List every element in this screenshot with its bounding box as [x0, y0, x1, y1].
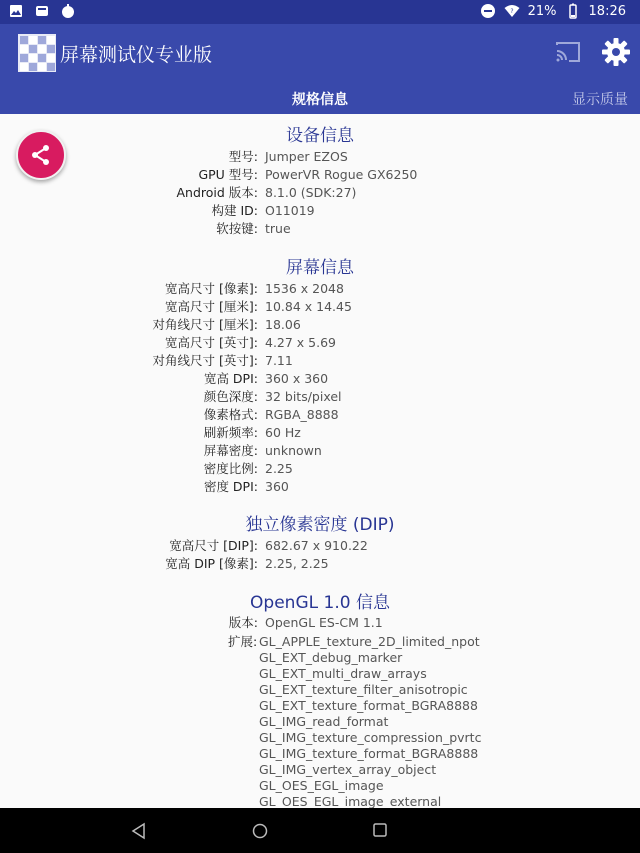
- info-row: [0, 298, 640, 316]
- row-value: 4.27 x 5.69: [265, 335, 337, 350]
- row-value: Jumper EZOS: [265, 149, 348, 164]
- row-label: Android 版本:: [176, 185, 258, 200]
- row-label: 版本:: [228, 615, 258, 630]
- back-icon[interactable]: [130, 822, 148, 840]
- row-label: 颜色深度:: [203, 389, 258, 404]
- extension-item: GL_IMG_texture_format_BGRA8888: [259, 746, 479, 761]
- row-value: OpenGL ES-CM 1.1: [265, 615, 383, 630]
- row-value: 2.25: [265, 461, 293, 476]
- svg-text:?: ?: [510, 8, 514, 15]
- row-label: 型号:: [228, 149, 258, 164]
- row-value: 10.84 x 14.45: [265, 299, 352, 314]
- row-value: 32 bits/pixel: [265, 389, 342, 404]
- clock: 18:26: [588, 3, 626, 19]
- info-row: [0, 220, 640, 238]
- info-row: [0, 478, 640, 496]
- info-row: [0, 334, 640, 352]
- row-value: 682.67 x 910.22: [265, 538, 368, 553]
- row-label: 宽高尺寸 [英寸]:: [165, 335, 258, 350]
- recents-icon[interactable]: [372, 822, 388, 838]
- info-row: [0, 184, 640, 202]
- info-row: [0, 555, 640, 573]
- row-label: 密度比例:: [203, 461, 258, 476]
- row-label: 屏幕密度:: [203, 443, 258, 458]
- extension-item: GL_OES_EGL_image: [259, 778, 384, 793]
- section-title-opengl: OpenGL 1.0 信息: [250, 593, 390, 613]
- row-value: 2.25, 2.25: [265, 556, 329, 571]
- row-label: GPU 型号:: [198, 167, 258, 182]
- row-value: O11019: [265, 203, 315, 218]
- info-row: [0, 148, 640, 166]
- info-row: [0, 316, 640, 334]
- extension-item: GL_EXT_texture_format_BGRA8888: [259, 698, 478, 713]
- tab-bar: [0, 86, 640, 114]
- info-row: [0, 614, 640, 632]
- content-scroll[interactable]: [0, 114, 640, 808]
- navigation-bar: [0, 808, 640, 853]
- row-value: unknown: [265, 443, 322, 458]
- row-label: 对角线尺寸 [英寸]:: [152, 353, 258, 368]
- extension-item: GL_EXT_texture_filter_anisotropic: [259, 682, 468, 697]
- home-icon[interactable]: [251, 822, 269, 840]
- row-label: 构建 ID:: [211, 203, 258, 218]
- section-title-device: 设备信息: [286, 126, 354, 146]
- tab-specs[interactable]: 规格信息: [292, 92, 348, 108]
- extension-item: GL_IMG_vertex_array_object: [259, 762, 437, 777]
- row-label: 宽高尺寸 [厘米]:: [165, 299, 258, 314]
- info-row: [0, 370, 640, 388]
- extension-item: GL_EXT_multi_draw_arrays: [259, 666, 427, 681]
- info-row: [0, 460, 640, 478]
- row-label: 像素格式:: [203, 407, 258, 422]
- wifi-icon: [504, 3, 520, 19]
- info-row: [0, 280, 640, 298]
- status-bar-right: [480, 3, 626, 19]
- extension-item: GL_APPLE_texture_2D_limited_npot: [259, 634, 480, 649]
- info-row: [0, 202, 640, 220]
- app-title: 屏幕测试仪专业版: [60, 44, 213, 66]
- battery-icon: [565, 3, 581, 19]
- section-title-screen: 屏幕信息: [286, 258, 354, 278]
- row-value: 360 x 360: [265, 371, 329, 386]
- tab-display-quality[interactable]: 显示质量: [572, 92, 628, 108]
- row-label: 软按键:: [216, 221, 258, 236]
- row-value: true: [265, 221, 291, 236]
- row-label: 宽高尺寸 [像素]:: [165, 281, 258, 296]
- image-icon: [8, 3, 24, 19]
- extension-item: GL_IMG_read_format: [259, 714, 389, 729]
- row-value: 7.11: [265, 353, 293, 368]
- extension-item: GL_IMG_texture_compression_pvrtc: [259, 730, 482, 745]
- row-label: 宽高 DIP [像素]:: [165, 556, 258, 571]
- android-icon: [34, 3, 50, 19]
- row-value: 1536 x 2048: [265, 281, 344, 296]
- extension-item: GL_OES_EGL_image_external: [259, 794, 442, 808]
- app-logo-icon: [18, 34, 56, 72]
- info-row: [0, 424, 640, 442]
- battery-percent: 21%: [527, 3, 557, 19]
- row-value: 60 Hz: [265, 425, 301, 440]
- row-label: 对角线尺寸 [厘米]:: [152, 317, 258, 332]
- section-title-dip: 独立像素密度 (DIP): [245, 515, 395, 535]
- info-row: [0, 406, 640, 424]
- row-value: 360: [265, 479, 289, 494]
- extension-item: GL_EXT_debug_marker: [259, 650, 403, 665]
- row-label: 宽高 DPI:: [203, 371, 258, 386]
- info-row: [0, 388, 640, 406]
- row-label: 刷新频率:: [203, 425, 258, 440]
- row-value: PowerVR Rogue GX6250: [265, 167, 418, 182]
- info-row: [0, 352, 640, 370]
- info-row: [0, 166, 640, 184]
- row-value: 18.06: [265, 317, 301, 332]
- app-bar: [0, 24, 640, 86]
- row-label: 宽高尺寸 [DIP]:: [169, 538, 258, 553]
- cast-icon[interactable]: [554, 38, 582, 66]
- status-bar: [0, 0, 640, 24]
- info-row: [0, 537, 640, 555]
- notification-icon: [60, 3, 76, 19]
- info-row: [0, 442, 640, 460]
- status-bar-left: [8, 3, 76, 19]
- row-value: 8.1.0 (SDK:27): [265, 185, 357, 200]
- extensions-label: 扩展:: [228, 634, 258, 649]
- gear-icon[interactable]: [600, 36, 632, 68]
- row-value: RGBA_8888: [265, 407, 339, 422]
- dnd-icon: [480, 3, 496, 19]
- row-label: 密度 DPI:: [203, 479, 258, 494]
